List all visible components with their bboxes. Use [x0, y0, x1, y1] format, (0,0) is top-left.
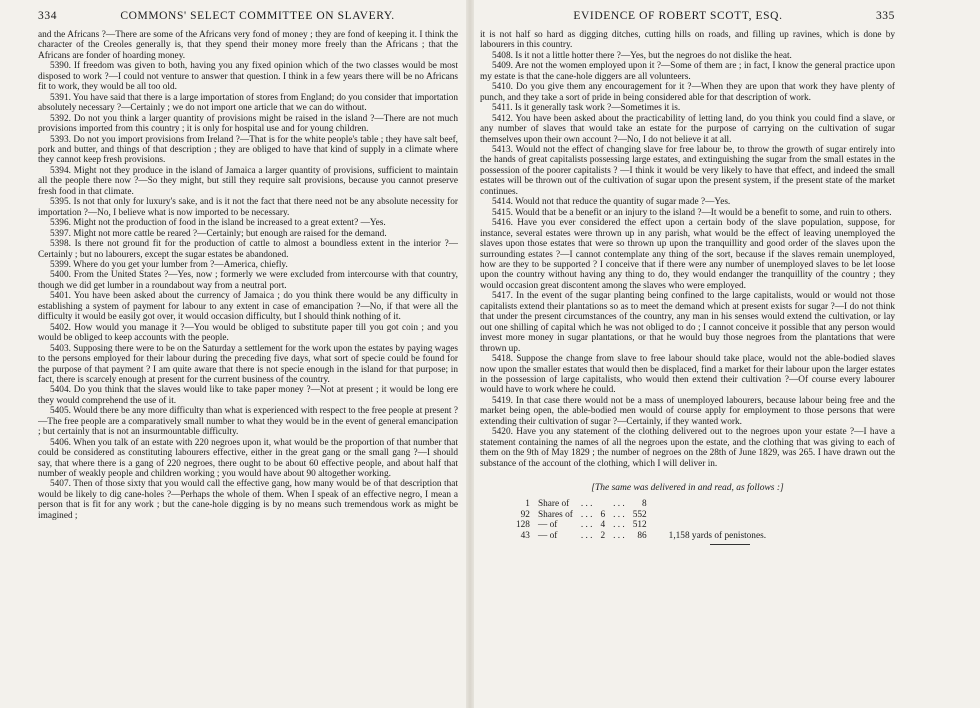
testimony-paragraph: 5400. From the United States ?—Yes, now ; formerly we were excluded from intercourse with that country, though we did get lumber in a roundabout way from a neutral port. — [38, 270, 458, 291]
testimony-paragraph: 5397. Might not more cattle be reared ?—Certainly; but enough are raised for the demand. — [50, 228, 387, 239]
testimony-paragraph: it is not half so hard as digging ditches, cutting hills on roads, and filling up ravines, which is done by labourers in this country. — [480, 30, 895, 51]
testimony-paragraph: 5401. You have been asked about the currency of Jamaica ; do you think there would be any difficulty in establishing a system of payment for labour to any extent in case of emancipation ?—No, if that were all the difficulty it would be easily got over, it would occasion difficulty, but I should think nothing of it. — [38, 291, 458, 323]
left-page-number: 334 — [38, 10, 58, 22]
testimony-paragraph: 5396. Might not the production of food in the island be increased to a great extent? —Yes. — [50, 218, 386, 229]
testimony-paragraph: 5398. Is there not ground fit for the production of cattle to almost a boundless extent in the interior ?—Certainly ; but no labourers, except the sugar estates be abandoned. — [38, 239, 458, 260]
book-gutter — [466, 0, 474, 708]
ledger-dots: . . . — [613, 499, 625, 510]
testimony-paragraph: 5407. Then of those sixty that you would call the effective gang, how many would be of that description that would be likely to dig cane-holes ?—Perhaps the whole of them. When I speak of an effective negro, I mean a person that is fit for any work ; but the cane-hole digging is by no means such tremendous work as might be imagined ; — [38, 479, 458, 521]
ledger-rule — [710, 544, 750, 545]
testimony-paragraph: 5394. Might not they produce in the island of Jamaica a larger quantity of provisions, sufficient to maintain all the people there now ?—So they might, but still they require salt provisions, because you cannot preserve fresh food in that climate. — [38, 165, 458, 197]
ledger-amount: 552 — [632, 509, 647, 520]
testimony-paragraph: 5412. You have been asked about the practicability of letting land, do you think you could find a slave, or any number of slaves that would take an estate for the purpose of carrying on the cultivation of sugar themselves upon their own account ?—No, I do not believe it at all. — [480, 113, 895, 145]
ledger-dots: . . . — [580, 520, 593, 531]
ledger-qty: 1 — [525, 499, 530, 510]
testimony-paragraph: 5406. When you talk of an estate with 220 negroes upon it, what would be the proportion of that number that could be considered as constituting labourers effective, either in the great gang or the small gang ?—I should say, that where there is a gang of 220 negroes, there ought to be about 60 effective people, and about half that number of weakly people and children working ; you would have about 90 altogether working. — [38, 437, 458, 480]
right-page-number: 335 — [875, 10, 895, 22]
left-body-text — [38, 30, 458, 521]
testimony-paragraph: 5405. Would there be any more difficulty than what is experienced with respect to the free people at present ?—The free people are a comparatively small number to what they would be in the event of general emancipation ; but certainly that is not an insurmountable difficulty. — [38, 406, 458, 438]
ledger-row — [512, 510, 770, 521]
ledger-qty: 92 — [520, 509, 530, 520]
clothing-ledger — [512, 499, 770, 541]
ledger-amount: 86 — [637, 530, 647, 541]
testimony-paragraph: 5393. Do not you import provisions from Ireland ?—That is for the white people's table ; they have salt beef, pork and butter, and things of that description ; they are obliged to have that kind of supply in a climate where they cannot keep fresh provisions. — [38, 134, 458, 166]
testimony-paragraph: 5413. Would not the effect of changing slave for free labour be, to throw the growth of sugar entirely into the hands of great capitalists possessing large estates, and extinguishing the sugar from the small estates in the possession of the poorer capitalists ? —I think it would be very likely to have that effect, and indeed the small estates will be thrown out of the cultivation of sugar upon the present system, if the present state of the market continues. — [480, 144, 895, 197]
ledger-multiplier: 6 — [600, 509, 606, 520]
testimony-paragraph: and the Africans ?—There are some of the Africans very fond of money ; they are fond of keeping it. I think the character of the Creoles generally is, that they spend their money more freely than the Africans ; that the Africans are fonder of hoarding money. — [38, 30, 458, 61]
testimony-paragraph: 5411. Is it generally task work ?—Sometimes it is. — [492, 103, 681, 114]
testimony-paragraph: 5402. How would you manage it ?—You would be obliged to substitute paper till you got coin ; and you would be obliged to keep accounts with the people. — [38, 322, 458, 344]
ledger-label: Share of — [537, 499, 570, 510]
testimony-paragraph: 5395. Is not that only for luxury's sake, and is it not the fact that there need not be any absolute necessity for importation ?—No, I believe what is now imported to be necessary. — [38, 197, 458, 218]
ledger-multiplier: 2 — [600, 530, 606, 541]
left-running-title: COMMONS' SELECT COMMITTEE ON SLAVERY. — [120, 10, 395, 22]
ledger-dots: . . . — [580, 499, 593, 510]
testimony-paragraph: 5399. Where do you get your lumber from ?—America, chiefly. — [50, 259, 288, 270]
ledger-dots: . . . — [613, 520, 625, 531]
testimony-paragraph: 5392. Do not you think a larger quantity of provisions might be raised in the island ?—There are not much provisions imported from this country ; it is only for hospital use and for young children. — [38, 113, 458, 135]
ledger-row — [512, 531, 770, 542]
testimony-paragraph: 5419. In that case there would not be a mass of unemployed labourers, because labour being free and the market being open, the able-bodied men would of course apply for employment to those persons that were extending their cultivation of sugar ?—Certainly, if they wanted work. — [480, 395, 895, 427]
ledger-row — [512, 520, 770, 531]
ledger-label: — of — [537, 530, 558, 541]
right-running-title: EVIDENCE OF ROBERT SCOTT, ESQ. — [573, 10, 783, 22]
right-body-text — [480, 30, 895, 469]
ledger-qty: 43 — [520, 530, 530, 541]
testimony-paragraph: 5404. Do you think that the slaves would like to take paper money ?—Not at present ; it would be long ere they would comprehend the use of it. — [38, 385, 458, 406]
right-running-head — [480, 10, 895, 30]
testimony-paragraph: 5403. Supposing there were to be on the Saturday a settlement for the work upon the estates by paying wages to the persons employed for their labour during the preceding five days, what sort of specie could be found for the purpose of that payment ? I am quite aware that there is not specie enough in the island for that purpose; in fact, there is scarcely enough at present for the current business of the country. — [38, 343, 458, 385]
testimony-paragraph: 5415. Would that be a benefit or an injury to the island ?—It would be a benefit to some, and ruin to others. — [492, 207, 892, 218]
ledger-amount: 512 — [632, 520, 647, 531]
testimony-paragraph: 5390. If freedom was given to both, having you any fixed opinion which of the two classes would be most disposed to work ?—I could not venture to answer that question. I think in a few years there will be no Africans fit to work, they would be all too old. — [38, 61, 458, 93]
ledger-dots: . . . — [580, 509, 593, 520]
ledger-amount: 8 — [642, 499, 647, 510]
testimony-paragraph: 5409. Are not the women employed upon it ?—Some of them are ; in fact, I know the general practice upon my estate is that the cane-hole diggers are all volunteers. — [480, 61, 895, 82]
testimony-paragraph: 5408. Is it not a little hotter there ?—Yes, but the negroes do not dislike the heat. — [492, 50, 792, 61]
ledger-row — [512, 499, 770, 510]
testimony-paragraph: 5417. In the event of the sugar planting being confined to the large capitalists, would or would not those capitalists extend their plantations so as to meet the demand which at present exists for sugar ?—I do not think that under the present circumstances of the country, any man in his senses would extend the cultivation, or lay out one shilling of capital which he was not obliged to do ; I cannot conceive it possible that any person would invest more money in sugar plantations, or that he would buy those negroes from the plantations that were thrown up. — [480, 291, 895, 354]
right-page — [480, 10, 895, 700]
ledger-multiplier: 4 — [600, 520, 606, 531]
ledger-total: 1,158 yards of penistones. — [668, 530, 767, 541]
ledger-multiplier — [596, 499, 609, 510]
testimony-paragraph: 5391. You have said that there is a large importation of stores from England; do you consider that importation absolutely necessary ?—Certainly ; we do not import one article that we can do without. — [38, 92, 458, 114]
testimony-paragraph: 5418. Suppose the change from slave to free labour should take place, would not the able-bodied slaves now upon the smaller estates that would then be displaced, find a market for their labour upon the larger estates in the possession of large capitalists, who would then extend their cultivation ?—Of course every labourer would have to work where he could. — [480, 354, 895, 396]
ledger-dots: . . . — [580, 530, 593, 541]
testimony-paragraph: 5420. Have you any statement of the clothing delivered out to the negroes upon your estate ?—I have a statement containing the names of all the negroes upon the estate, and the clothing that was giving to each of them on the 9th of May 1829 ; the number of negroes on the 28th of June 1829, was 265. I have drawn out the substance of the account of the clothing, which I will deliver in. — [480, 427, 895, 469]
testimony-paragraph: 5416. Have you ever considered the effect upon a certain body of the slave population, suppose, for instance, several estates were thrown up in any parish, what would be the effect of leaving unemployed the slaves upon those estates that were so thrown up upon the tranquillity and good order of the slaves upon the surrounding estates ?—I cannot contemplate any thing of the sort, because if the slaves remain unemployed, how are they to be supported ? I conceive that if there were any number of unemployed slaves to be let loose upon the country without having any thing to do, they would endanger the tranquillity of the country ; they would occasion great discontent among the slaves who were employed. — [480, 218, 895, 291]
delivered-note: [The same was delivered in and read, as follows :] — [591, 483, 784, 494]
ledger-qty: 128 — [516, 520, 530, 531]
left-page — [38, 10, 458, 700]
ledger-dots: . . . — [613, 509, 625, 520]
ledger-label: — of — [537, 520, 558, 531]
ledger-label: Shares of — [537, 509, 573, 520]
ledger-dots: . . . — [613, 530, 625, 541]
testimony-paragraph: 5410. Do you give them any encouragement for it ?—When they are upon that work they have plenty of punch, and they take a sort of pride in being considered able for that description of work. — [480, 82, 895, 103]
testimony-paragraph: 5414. Would not that reduce the quantity of sugar made ?—Yes. — [492, 197, 731, 208]
left-running-head — [38, 10, 458, 30]
